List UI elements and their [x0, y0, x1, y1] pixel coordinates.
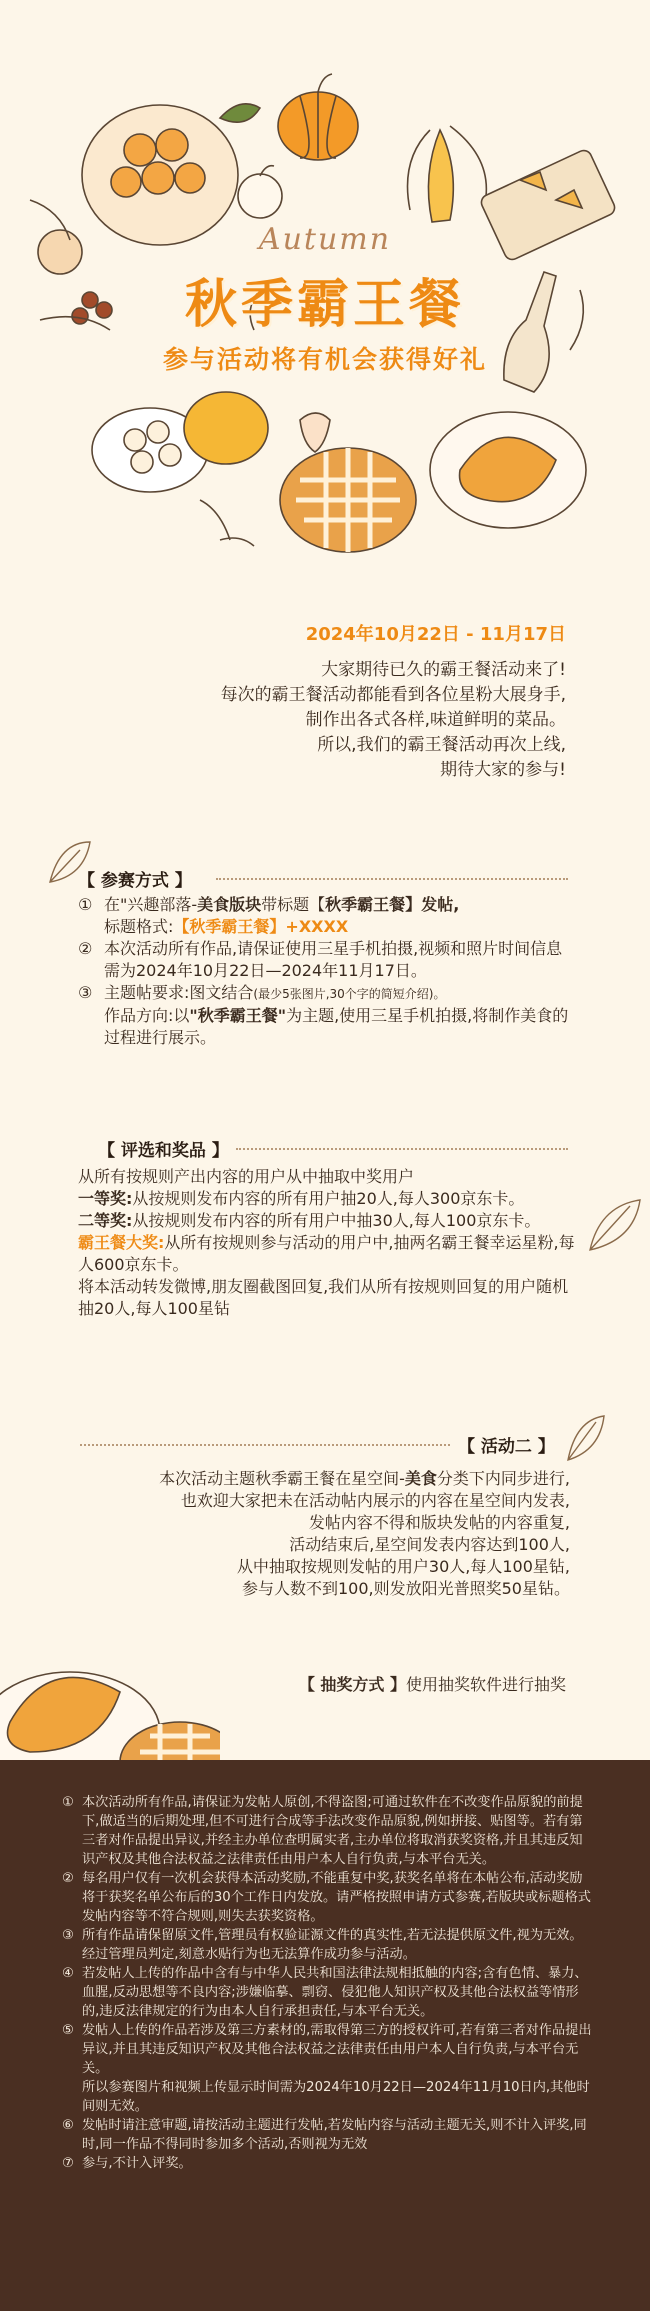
- activity2-line: [70, 1468, 570, 1490]
- awards-lead: 从所有按规则产出内容的用户从中抽取中奖用户: [78, 1167, 415, 1186]
- hero-title: 秋季霸王餐: [184, 275, 465, 335]
- rule-text: 参与,不计入评奖。: [82, 2156, 192, 2171]
- rule-number: ④: [62, 1966, 74, 1981]
- text-bold: 秋季霸王餐: [325, 895, 406, 914]
- award-label: 霸王餐大奖:: [78, 1233, 165, 1252]
- award-second: [78, 1210, 578, 1232]
- rule-text: 发帖时请注意审题,请按活动主题进行发帖,若发帖内容与活动主题无关,则不计入评奖,同时,同一作品不得同时参加多个活动,否则视为无效: [82, 2118, 587, 2152]
- list-item: [78, 982, 578, 1049]
- hero-illustration: [0, 0, 650, 600]
- text-bold: 】发帖,: [405, 895, 460, 914]
- text-segment: 为主题,使用三星手机拍摄,将制作美食的过程进行展示。: [104, 1006, 569, 1047]
- participate-list: [78, 894, 578, 1049]
- rules-list: [62, 1793, 592, 2173]
- intro-line: 制作出各式各样,味道鲜明的菜品。: [305, 710, 566, 730]
- activity2-line: 参与人数不到100,则发放阳光普照奖50星钻。: [242, 1579, 570, 1598]
- award-repost: 将本活动转发微博,朋友圈截图回复,我们从所有按规则回复的用户随机抽20人,每人100星钻: [78, 1277, 569, 1318]
- section-heading-activity2: 【 活动二 】: [458, 1437, 555, 1457]
- text-note: (最少5张图片,30个字的简短介绍)。: [253, 987, 446, 1001]
- event-date-range: 2024年10月22日 - 11月17日: [305, 624, 566, 645]
- draw-label: 【 抽奖方式 】: [298, 1675, 406, 1694]
- divider: [236, 1148, 568, 1150]
- list-item: [78, 894, 578, 938]
- text-segment: 主题帖要求:图文结合: [104, 983, 254, 1002]
- rule-item: [62, 1926, 592, 1964]
- divider: [216, 878, 568, 880]
- rule-item: [62, 2116, 592, 2154]
- text-segment: 带标题【: [261, 895, 326, 914]
- hero-autumn-script: Autumn: [258, 222, 392, 257]
- intro-line: 每次的霸王餐活动都能看到各位星粉大展身手,: [220, 685, 566, 705]
- activity2-line: 活动结束后,星空间发表内容达到100人,: [289, 1535, 570, 1554]
- award-grand: [78, 1232, 578, 1276]
- rule-number: ①: [62, 1795, 74, 1810]
- rule-text: 所以参赛图片和视频上传显示时间需为2024年10月22日—2024年11月10日内,其他时间则无效。: [82, 2080, 590, 2114]
- item-number: ③: [78, 983, 93, 1002]
- rule-text: 若发帖人上传的作品中含有与中华人民共和国法律法规相抵触的内容;含有色情、暴力、血腥,反动思想等不良内容;涉嫌临摹、剽窃、侵犯他人知识产权及其他合法权益等情形的,违反法律规定的行为由本人自行承担责任,与本平台无关。: [82, 1966, 588, 2019]
- text-segment: 标题格式:: [104, 917, 174, 936]
- hero-subtitle: 参与活动将有机会获得好礼: [162, 345, 487, 374]
- rule-number: ③: [62, 1928, 74, 1943]
- item-text: [104, 982, 578, 1049]
- rule-text: 每名用户仅有一次机会获得本活动奖励,不能重复中奖,获奖名单将在本帖公布,活动奖励将于获奖名单公布后的30个工作日内发放。请严格按照申请方式参赛,若版块或标题格式发帖内容等不符合规则,则失去获奖资格。: [82, 1871, 591, 1924]
- rule-item: [62, 2078, 592, 2116]
- list-item: [78, 938, 578, 982]
- item-text: [104, 894, 459, 938]
- rule-number: ⑦: [62, 2156, 74, 2171]
- activity2-line: 发帖内容不得和版块发帖的内容重复,: [308, 1513, 570, 1532]
- award-first: [78, 1188, 578, 1210]
- rule-item: [62, 2154, 592, 2173]
- text-segment: 作品方向:以: [104, 1006, 190, 1025]
- activity2-line: 也欢迎大家把未在活动帖内展示的内容在星空间内发表,: [180, 1491, 570, 1510]
- rule-text: 本次活动所有作品,请保证为发帖人原创,不得盗图;可通过软件在不改变作品原貌的前提下,做适当的后期处理,但不可进行合成等手法改变作品原貌,例如拼接、贴图等。若有第三者对作品提出异议,并经主办单位查明属实者,主办单位将取消获奖资格,并且其违反知识产权及其他合法权益之法律责任由用户本人自行负责,与本平台无关。: [82, 1795, 583, 1867]
- divider: [80, 1444, 450, 1446]
- award-text: 从所有按规则参与活动的用户中,抽两名霸王餐幸运星粉,每人600京东卡。: [78, 1233, 575, 1274]
- draw-text: 使用抽奖软件进行抽奖: [405, 1675, 566, 1694]
- rule-item: [62, 1964, 592, 2021]
- rule-text: 所有作品请保留原文件,管理员有权验证源文件的真实性,若无法提供原文件,视为无效。经过管理员判定,刻意水贴行为也无法算作成功参与活动。: [82, 1928, 583, 1962]
- rule-text: 发帖人上传的作品若涉及第三方素材的,需取得第三方的授权许可,若有第三者对作品提出异议,并且其违反知识产权及其他合法权益之法律责任由用户本人自行负责,与本平台无关。: [82, 2023, 592, 2076]
- text-bold: "秋季霸王餐": [189, 1006, 287, 1025]
- award-text: 从按规则发布内容的所有用户抽20人,每人300京东卡。: [132, 1189, 525, 1208]
- text-segment: 分类下内同步进行,: [436, 1469, 570, 1488]
- awards-list: [78, 1166, 578, 1320]
- rule-number: ⑥: [62, 2118, 74, 2133]
- intro-line: 所以,我们的霸王餐活动再次上线,: [317, 735, 566, 755]
- item-number: ①: [78, 895, 93, 914]
- rule-item: [62, 2021, 592, 2078]
- award-text: 从按规则发布内容的所有用户中抽30人,每人100京东卡。: [132, 1211, 541, 1230]
- rule-number: ②: [62, 1871, 74, 1886]
- intro-paragraph: [126, 658, 566, 783]
- rule-number: [62, 2078, 82, 2116]
- leaf-icon: [580, 1190, 650, 1260]
- section-heading-participate: 【 参赛方式 】: [78, 871, 192, 891]
- intro-line: 期待大家的参与!: [440, 760, 566, 780]
- text-segment: 在"兴趣部落-: [104, 895, 198, 914]
- rule-number: ⑤: [62, 2023, 74, 2038]
- rule-item: [62, 1869, 592, 1926]
- award-label: 二等奖:: [78, 1211, 133, 1230]
- title-format: 【秋季霸王餐】+XXXX: [173, 917, 349, 936]
- item-text: 本次活动所有作品,请保证使用三星手机拍摄,视频和照片时间信息需为2024年10月22日—2024年11月17日。: [104, 939, 563, 980]
- rule-item: [62, 1793, 592, 1869]
- activity2-text: [70, 1468, 570, 1600]
- draw-method: [299, 1672, 566, 1695]
- food-illustration-bottom: [0, 1612, 220, 1762]
- item-number: ②: [78, 939, 93, 958]
- section-heading-awards: 【 评选和奖品 】: [98, 1141, 229, 1161]
- text-bold: 美食版块: [197, 895, 262, 914]
- text-bold: 美食: [404, 1469, 437, 1488]
- leaf-icon: [560, 1408, 610, 1468]
- text-segment: 本次活动主题秋季霸王餐在星空间-: [159, 1469, 405, 1488]
- award-label: 一等奖:: [78, 1189, 133, 1208]
- intro-line: 大家期待已久的霸王餐活动来了!: [321, 660, 566, 680]
- activity2-line: 从中抽取按规则发帖的用户30人,每人100星钻,: [236, 1557, 570, 1576]
